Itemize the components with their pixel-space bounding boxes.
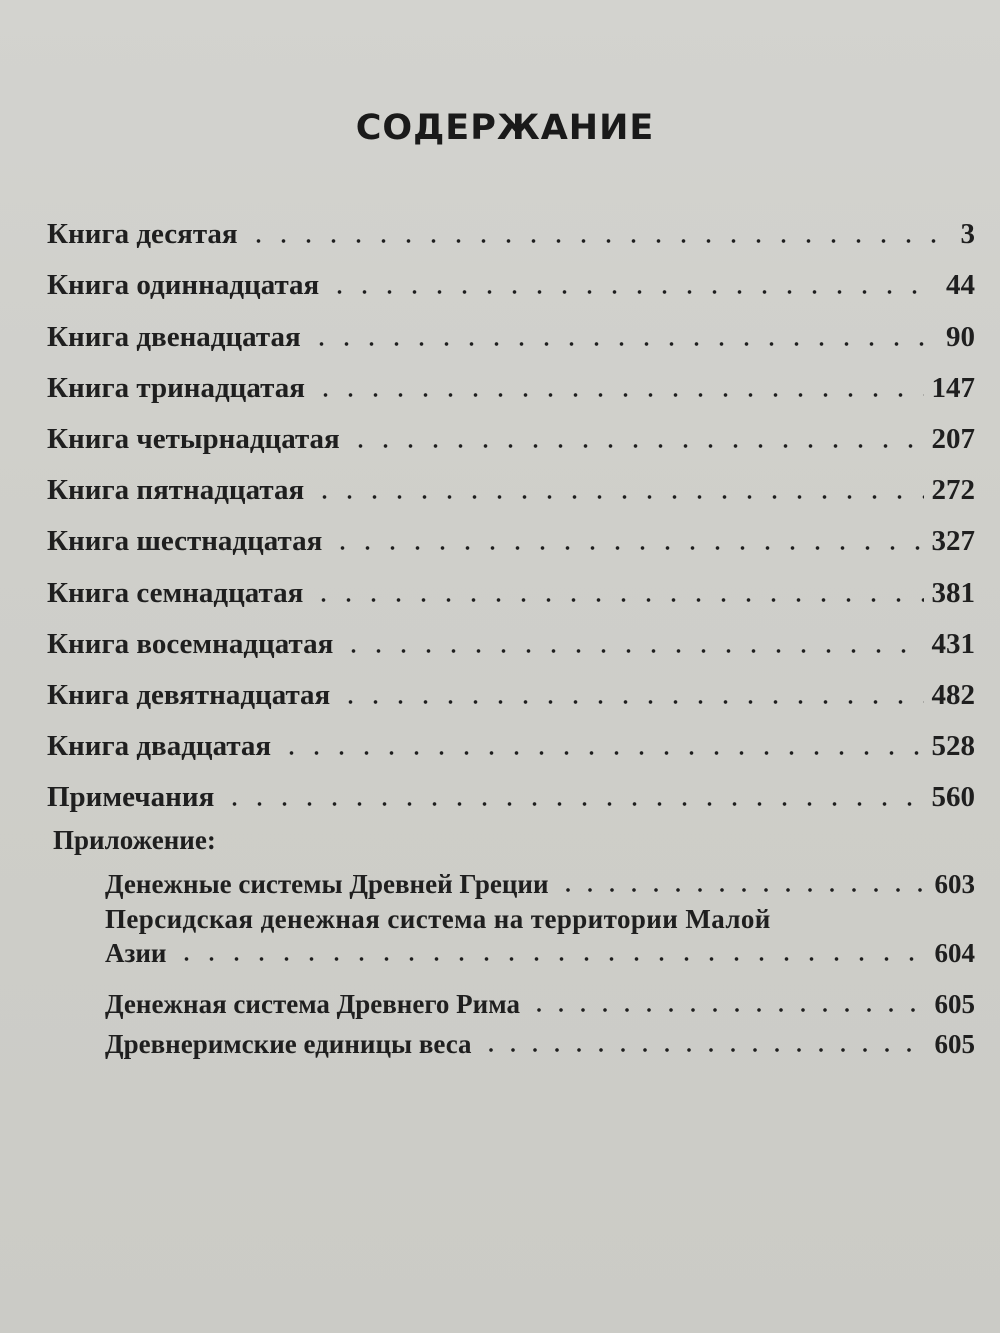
entry-title-line1: Персидская денежная система на территории Малой <box>105 904 771 935</box>
entry-title: Денежные системы Древней Греции <box>105 869 549 900</box>
entry-title: Книга шестнадцатая <box>47 525 323 558</box>
toc-entry <box>47 302 975 353</box>
toc-entry <box>47 507 975 558</box>
entry-title: Книга двенадцатая <box>47 320 301 353</box>
dot-leader <box>341 649 923 653</box>
entry-page-number: 327 <box>931 525 975 558</box>
dot-leader <box>313 393 924 397</box>
toc-entry <box>47 712 975 763</box>
entry-title: Денежная система Древнего Рима <box>105 989 520 1020</box>
appendix-entry <box>105 900 975 980</box>
entry-page-number: 381 <box>931 576 975 609</box>
entry-page-number: 528 <box>931 730 975 763</box>
entry-title-line2: Азии <box>105 938 167 969</box>
dot-leader <box>348 444 924 448</box>
dot-leader <box>312 495 923 499</box>
toc-entry <box>47 354 975 405</box>
entry-page-number: 90 <box>946 320 975 353</box>
entry-title: Книга десятая <box>47 218 238 251</box>
toc-entry <box>47 610 975 661</box>
toc-entry <box>47 405 975 456</box>
entry-title: Книга пятнадцатая <box>47 474 305 507</box>
dot-leader <box>338 700 923 704</box>
entry-title: Книга четырнадцатая <box>47 422 340 455</box>
entry-page-number: 603 <box>934 869 975 900</box>
entry-title: Книга одиннадцатая <box>47 269 320 302</box>
dot-leader <box>327 290 937 294</box>
dot-leader <box>279 751 923 755</box>
toc-entry <box>47 251 975 302</box>
appendix-entry <box>105 1020 975 1060</box>
dot-leader <box>309 342 937 346</box>
dot-leader <box>222 802 923 806</box>
toc-list <box>47 200 975 1060</box>
entry-page-number: 482 <box>931 678 975 711</box>
dot-leader <box>480 1048 927 1052</box>
dot-leader <box>174 957 926 961</box>
entry-title: Древнеримские единицы веса <box>105 1029 472 1060</box>
toc-entry <box>47 456 975 507</box>
entry-page-number: 560 <box>931 781 975 814</box>
entry-page-number: 207 <box>931 422 975 455</box>
entry-title: Книга тринадцатая <box>47 371 305 404</box>
entry-page-number: 147 <box>931 371 975 404</box>
dot-leader <box>311 598 923 602</box>
appendix-heading: Приложение: <box>53 825 216 856</box>
entry-title: Книга девятнадцатая <box>47 678 331 711</box>
entry-page-number: 44 <box>946 269 975 302</box>
dot-leader <box>330 546 923 550</box>
toc-entry <box>47 558 975 609</box>
entry-title: Книга двадцатая <box>47 730 272 763</box>
appendix-list <box>47 860 975 1060</box>
entry-page-number: 604 <box>934 938 975 969</box>
entry-page-number: 605 <box>934 989 975 1020</box>
toc-entry <box>47 763 975 814</box>
entry-page-number: 272 <box>931 474 975 507</box>
entry-page-number: 431 <box>931 627 975 660</box>
entry-title: Книга восемнадцатая <box>47 627 334 660</box>
appendix-entry <box>105 860 975 900</box>
toc-entry <box>47 200 975 251</box>
dot-leader <box>246 239 937 243</box>
entry-page-number: 3 <box>960 218 975 251</box>
dot-leader <box>557 888 927 892</box>
entry-line2 <box>105 938 975 969</box>
entry-title: Примечания <box>47 781 215 814</box>
dot-leader <box>528 1008 927 1012</box>
page-title: СОДЕРЖАНИЕ <box>355 108 655 148</box>
appendix-entry <box>105 980 975 1020</box>
entry-page-number: 605 <box>934 1029 975 1060</box>
toc-entry <box>47 661 975 712</box>
entry-title: Книга семнадцатая <box>47 576 304 609</box>
